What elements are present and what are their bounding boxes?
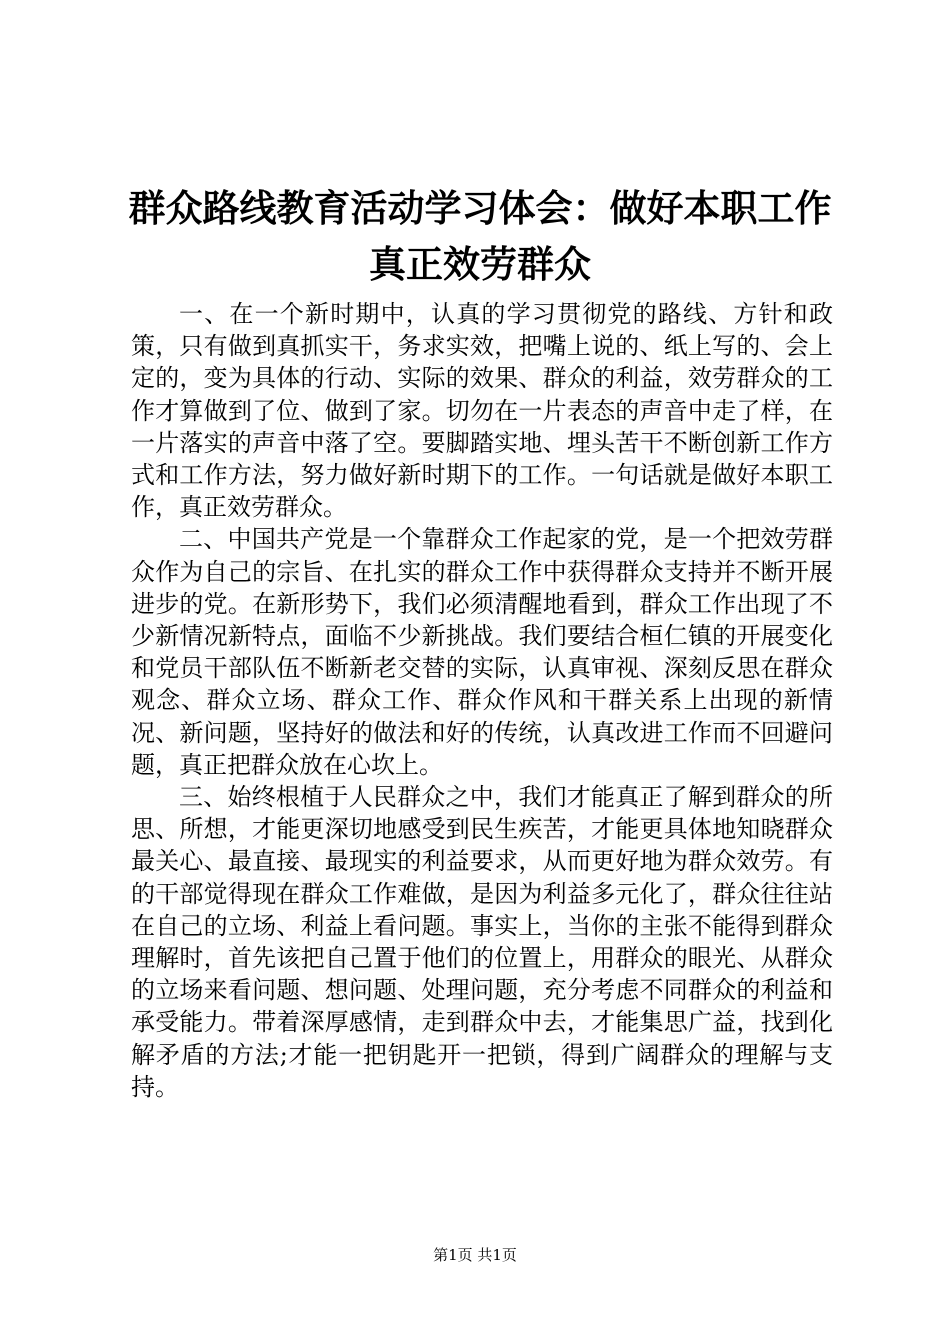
paragraph-3: 三、始终根植于人民群众之中，我们才能真正了解到群众的所思、所想，才能更深切地感受到民生疾苦，才能更具体地知晓群众最关心、最直接、最现实的利益要求，从而更好地为群众效劳。有的干部觉得现在群众工作难做，是因为利益多元化了，群众往往站在自己的立场、利益上看问题。事实上，当你的主张不能得到群众理解时，首先该把自己置于他们的位置上，用群众的眼光、从群众的立场来看问题、想问题、处理问题，充分考虑不同群众的利益和承受能力。带着深厚感情，走到群众中去，才能集思广益，找到化解矛盾的方法;才能一把钥匙开一把锁，得到广阔群众的理解与支持。 — [131, 783, 833, 1101]
paragraph-1: 一、在一个新时期中，认真的学习贯彻党的路线、方针和政策，只有做到真抓实干，务求实效，把嘴上说的、纸上写的、会上定的，变为具体的行动、实际的效果、群众的利益，效劳群众的工作才算做到了位、做到了家。切勿在一片表态的声音中走了样，在一片落实的声音中落了空。要脚踏实地、埋头苦干不断创新工作方式和工作方法，努力做好新时期下的工作。一句话就是做好本职工作，真正效劳群众。 — [131, 300, 833, 522]
document-title: 群众路线教育活动学习体会：做好本职工作真正效劳群众 — [128, 186, 832, 286]
document-body — [131, 298, 833, 1103]
paragraph-2: 二、中国共产党是一个靠群众工作起家的党，是一个把效劳群众作为自己的宗旨、在扎实的群众工作中获得群众支持并不断开展进步的党。在新形势下，我们必须清醒地看到，群众工作出现了不少新情况新特点，面临不少新挑战。我们要结合桓仁镇的开展变化和党员干部队伍不断新老交替的实际，认真审视、深刻反思在群众观念、群众立场、群众工作、群众作风和干群关系上出现的新情况、新问题，坚持好的做法和好的传统，认真改进工作而不回避问题，真正把群众放在心坎上。 — [131, 525, 833, 779]
page-number-footer: 第1页 共1页 — [433, 1246, 517, 1264]
